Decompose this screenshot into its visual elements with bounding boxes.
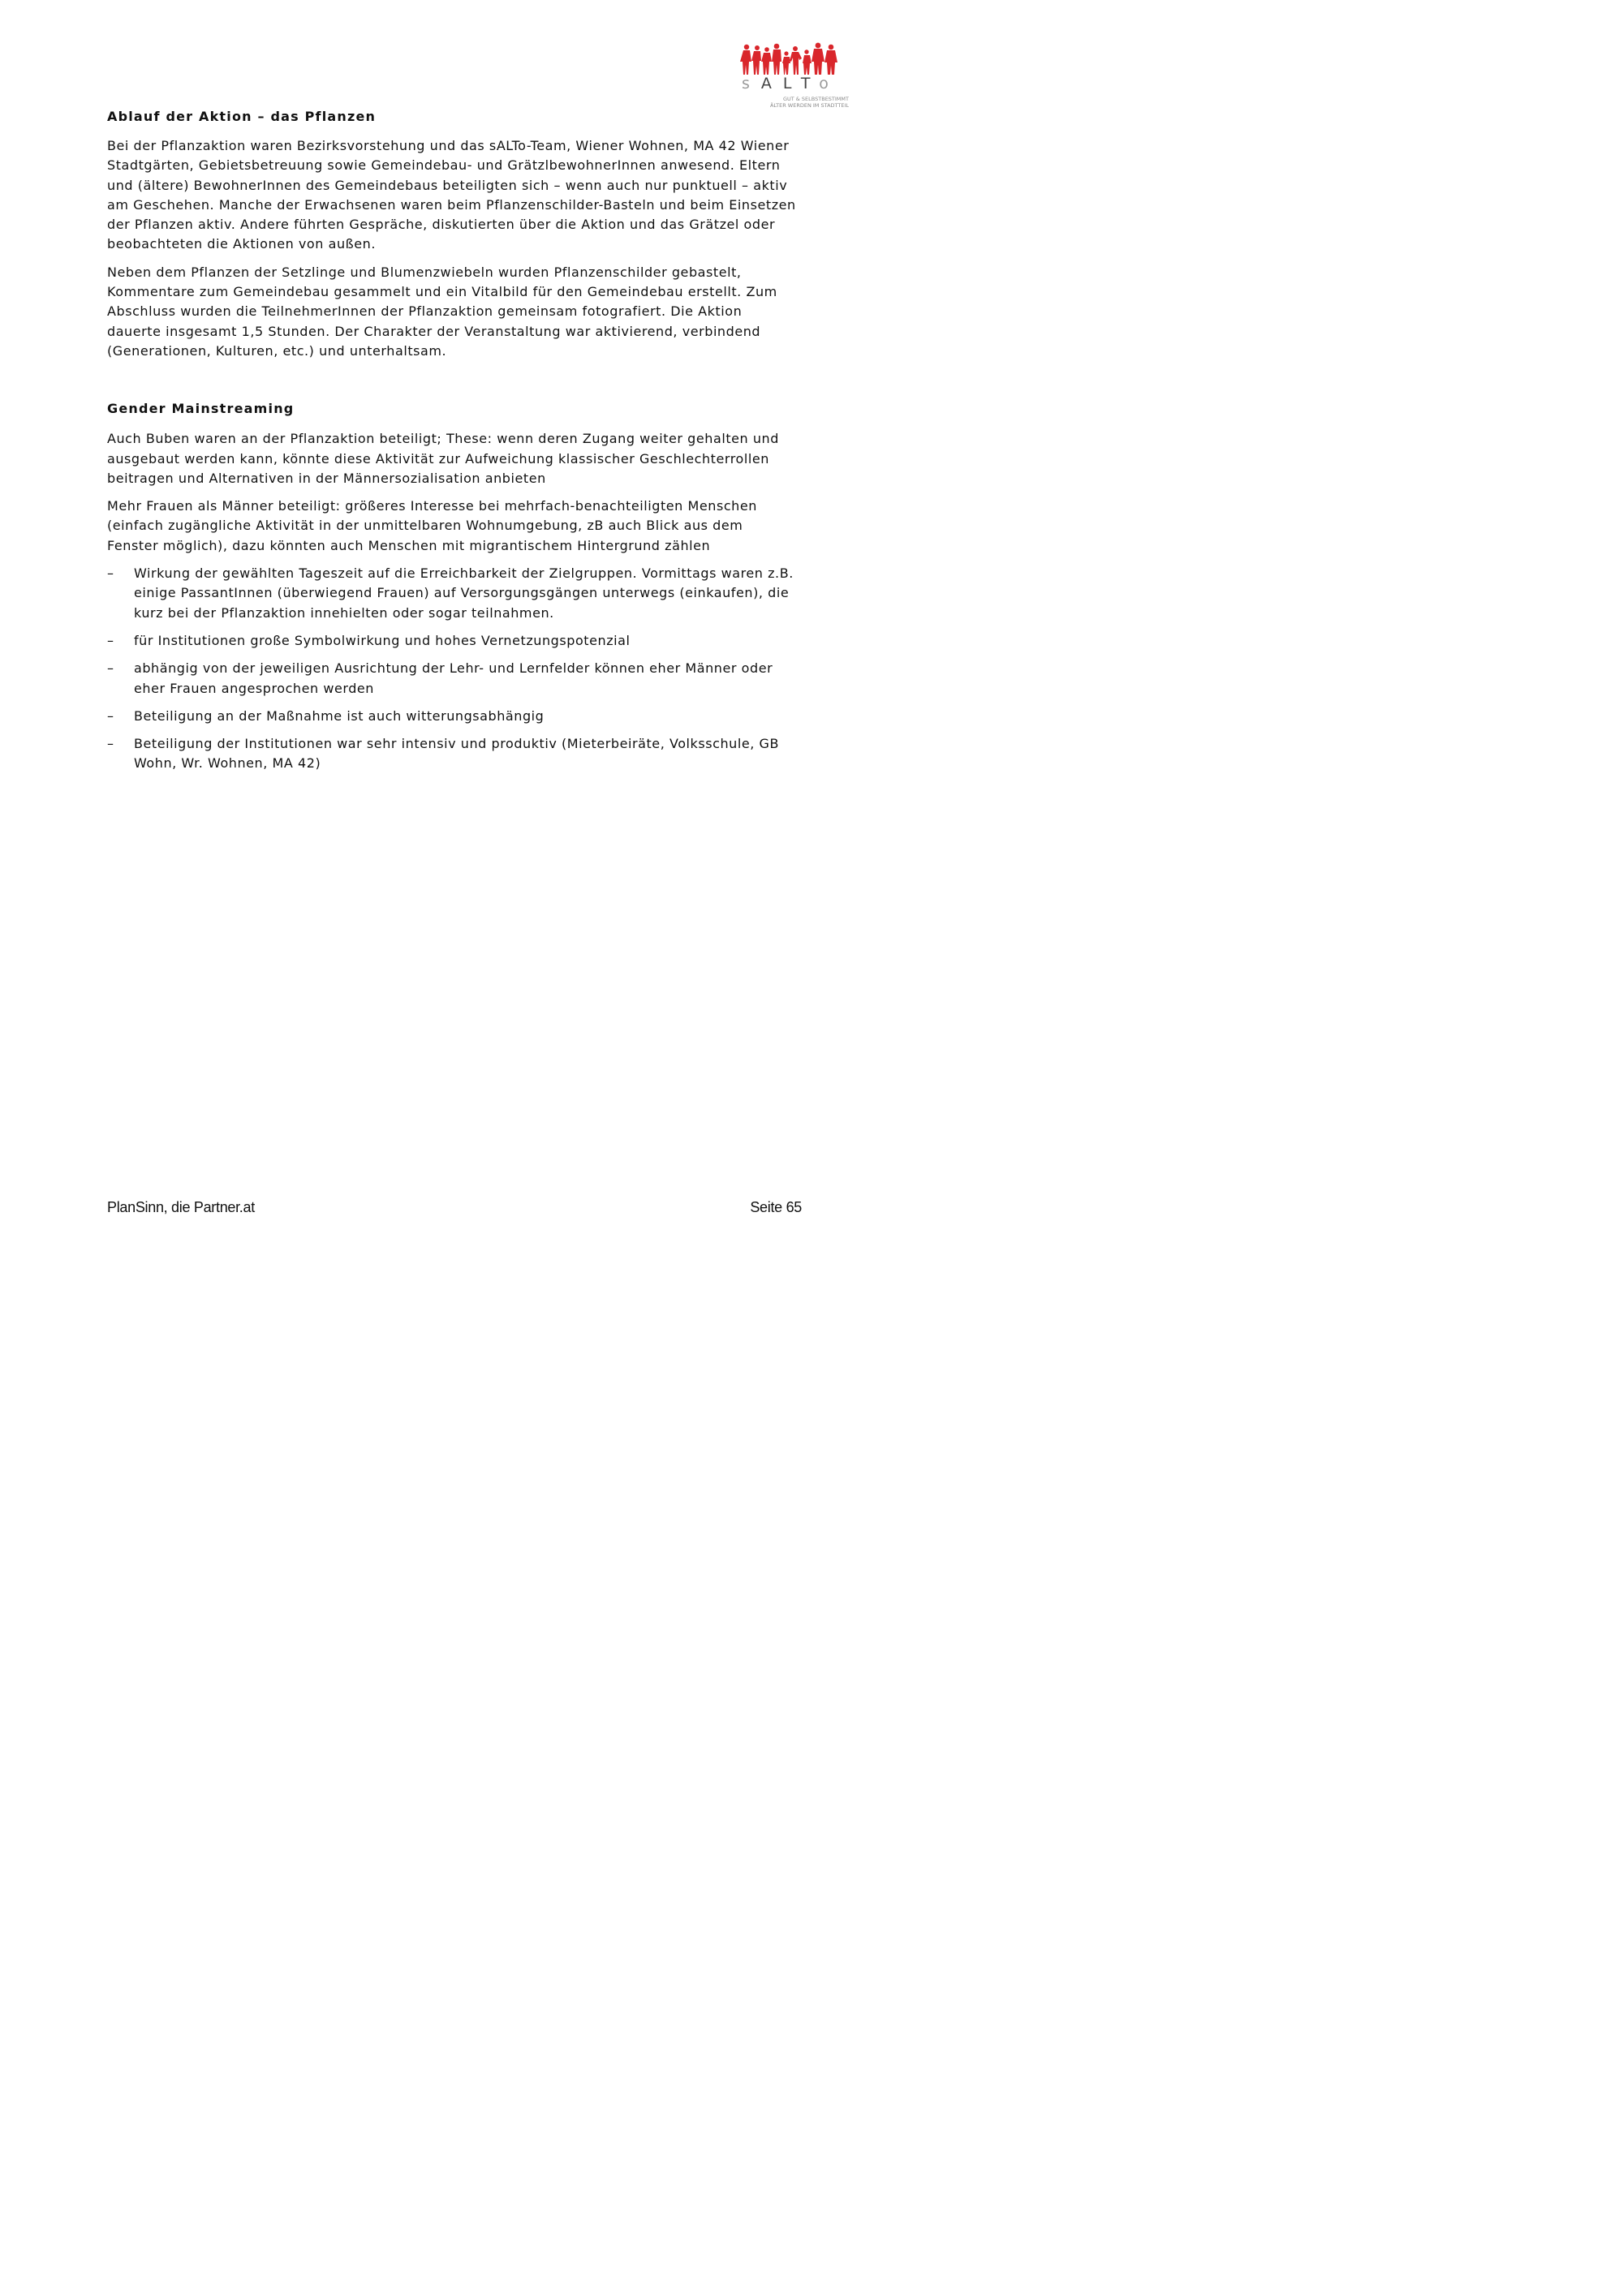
bullet-list bbox=[107, 564, 797, 774]
dash-bullet-icon: – bbox=[107, 736, 114, 752]
list-item-text: abhängig von der jeweiligen Ausrichtung der Lehr- und Lernfelder können eher Männer oder eher Frauen angesprochen werden bbox=[134, 660, 773, 696]
list-item bbox=[107, 564, 797, 623]
section-heading-gender: Gender Mainstreaming bbox=[107, 401, 295, 417]
list-item bbox=[107, 659, 797, 699]
list-item bbox=[107, 707, 797, 726]
page-number: Seite 65 bbox=[750, 1199, 802, 1215]
dash-bullet-icon: – bbox=[107, 632, 114, 648]
paragraph: Bei der Pflanzaktion waren Bezirksvorstehung und das sALTo-Team, Wiener Wohnen, MA 42 Wiener Stadtgärten, Gebietsbetreuung sowie Gemeindebau- und GrätzlbewohnerInnen anwesend. Eltern und (ältere) BewohnerInnen des Gemeindebaus beteiligten sich – wenn auch nur punktuell – aktiv am Geschehen. Manche der Erwachsenen waren beim Pflanzenschilder-Basteln und beim Einsetzen der Pflanzen aktiv. Andere führten Gespräche, diskutierten über die Aktion und das Grätzel oder beobachteten die Aktionen von außen. bbox=[107, 138, 796, 252]
section-heading-ablauf: Ablauf der Aktion – das Pflanzen bbox=[107, 109, 377, 124]
logo-letters-alt: ALT bbox=[760, 75, 820, 92]
list-item-text: Wirkung der gewählten Tageszeit auf die Erreichbarkeit der Zielgruppen. Vormittags waren z.B. einige PassantInnen (überwiegend Frauen) auf Versorgungsgängen unterwegs (einkaufen), die kurz bei der Pflanzaktion innehielten oder sogar teilnahmen. bbox=[134, 565, 794, 621]
list-item-text: Beteiligung der Institutionen war sehr intensiv und produktiv (Mieterbeiräte, Volksschule, GB Wohn, Wr. Wohnen, MA 42) bbox=[134, 736, 780, 772]
logo-letters-s: s bbox=[742, 75, 761, 92]
list-item bbox=[107, 631, 797, 651]
logo-letters-o: o bbox=[819, 75, 840, 92]
list-item bbox=[107, 734, 797, 774]
salto-logo bbox=[737, 42, 847, 115]
dash-bullet-icon: – bbox=[107, 565, 114, 582]
logo-tagline-line1: GUT & SELBSTBESTIMMT bbox=[782, 96, 849, 102]
dash-bullet-icon: – bbox=[107, 660, 114, 677]
logo-tagline-line2: ÄLTER WERDEN IM STADTTEIL bbox=[769, 102, 849, 109]
main-content bbox=[107, 108, 797, 782]
salto-people-figures-icon bbox=[740, 42, 842, 76]
list-item-text: Beteiligung an der Maßnahme ist auch witterungsabhängig bbox=[134, 707, 545, 724]
paragraph: Neben dem Pflanzen der Setzlinge und Blumenzwiebeln wurden Pflanzenschilder gebastelt, Kommentare zum Gemeindebau gesammelt und ein Vitalbild für den Gemeindebau erstellt. Zum Abschluss wurden die TeilnehmerInnen der Pflanzaktion gemeinsam fotografiert. Die Aktion dauerte insgesamt 1,5 Stunden. Der Charakter der Veranstaltung war aktivierend, verbindend (Generationen, Kulturen, etc.) und unterhaltsam. bbox=[107, 264, 777, 359]
dash-bullet-icon: – bbox=[107, 707, 114, 724]
paragraph: Auch Buben waren an der Pflanzaktion beteiligt; These: wenn deren Zugang weiter gehalten und ausgebaut werden kann, könnte diese Aktivität zur Aufweichung klassischer Geschlechterrollen beitragen und Alternativen in der Männersozialisation anbieten bbox=[107, 431, 779, 486]
document-page bbox=[0, 0, 893, 1262]
footer-publisher: PlanSinn, die Partner.at bbox=[107, 1199, 255, 1215]
paragraph: Mehr Frauen als Männer beteiligt: größeres Interesse bei mehrfach-benachteiligten Menschen (einfach zugängliche Aktivität in der unmittelbaren Wohnumgebung, zB auch Blick aus dem Fenster möglich), dazu könnten auch Menschen mit migrantischem Hintergrund zählen bbox=[107, 498, 757, 553]
list-item-text: für Institutionen große Symbolwirkung und hohes Vernetzungspotenzial bbox=[134, 632, 631, 648]
salto-wordmark bbox=[742, 75, 847, 92]
section-gender-mainstreaming bbox=[107, 400, 797, 773]
